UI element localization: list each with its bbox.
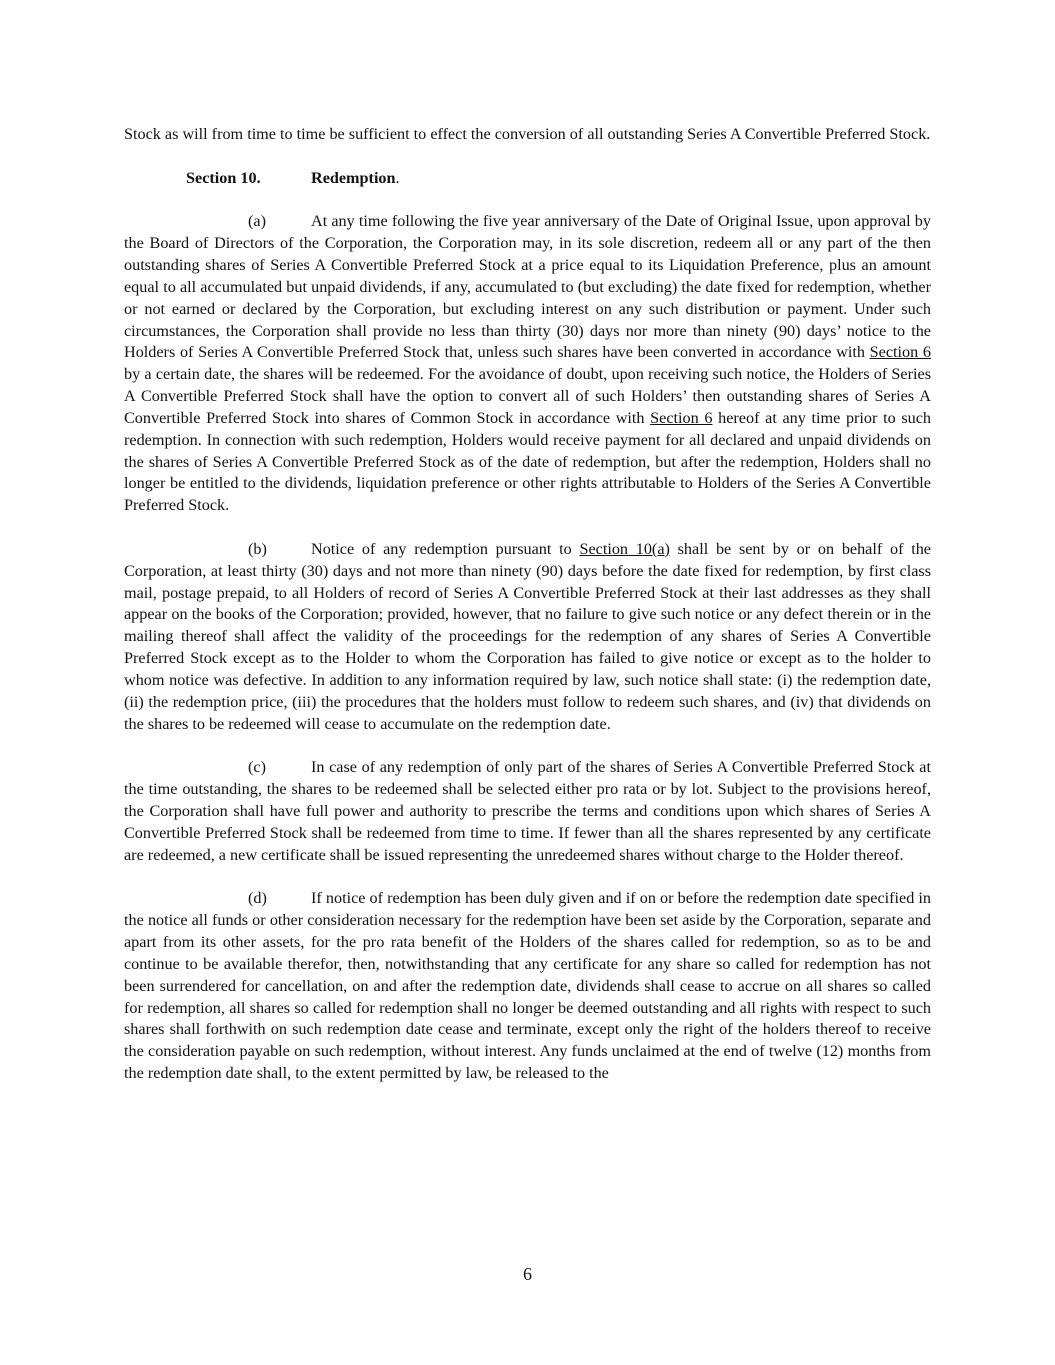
document-page xyxy=(124,124,931,1085)
paragraph-a-text-2: by a certain date, the shares will be redeemed. For the avoidance of doubt, upon receiving such notice, the Holders of Series A Convertible Preferred Stock shall have the option to convert all of such Holders’ then outstanding shares of Series A Convertible Preferred Stock into shares of Common Stock in accordance with xyxy=(124,365,931,427)
paragraph-b xyxy=(124,539,931,736)
paragraph-d-text-1: If notice of redemption has been duly given and if on or before the redemption date specified in the notice all funds or other consideration necessary for the redemption have been set aside by the Corporation, separate and apart from its other assets, for the pro rata benefit of the Holders of the shares called for redemption, so as to be and continue to be available therefor, then, notwithstanding that any certificate for any share so called for redemption has not been surrendered for cancellation, on and after the redemption date, dividends shall cease to accrue on all shares so called for redemption, all shares so called for redemption shall no longer be deemed outstanding and all rights with respect to such shares shall forthwith on such redemption date cease and terminate, except only the right of the holders thereof to receive the consideration payable on such redemption, without interest. Any funds unclaimed at the end of twelve (12) months from the redemption date shall, to the extent permitted by law, be released to the xyxy=(124,889,931,1083)
paragraph-b-label: (b) xyxy=(248,539,267,558)
paragraph-c-label: (c) xyxy=(248,758,266,777)
section-number: Section 10. xyxy=(186,168,261,187)
paragraph-c xyxy=(124,757,931,866)
paragraph-a-text-1: At any time following the five year anniversary of the Date of Original Issue, upon approval by the Board of Directors of the Corporation, the Corporation may, in its sole discretion, redeem all or any part of the then outstanding shares of Series A Convertible Preferred Stock at a price equal to its Liquidation Preference, plus an amount equal to all accumulated but unpaid dividends, if any, accumulated to (but excluding) the date fixed for redemption, whether or not earned or declared by the Corporation, but excluding interest on any such distribution or payment. Under such circumstances, the Corporation shall provide no less than thirty (30) days nor more than ninety (90) days’ notice to the Holders of Series A Convertible Preferred Stock that, unless such shares have been converted in accordance with xyxy=(124,212,931,362)
paragraph-a-text-3: hereof at any time prior to such redemption. In connection with such redemption, Holders would receive payment for all declared and unpaid dividends on the shares of Series A Convertible Preferred Stock as of the date of redemption, but after the redemption, Holders shall no longer be entitled to the dividends, liquidation preference or other rights attributable to Holders of the Series A Convertible Preferred Stock. xyxy=(124,408,931,515)
paragraph-a-label: (a) xyxy=(248,212,266,231)
paragraph-d xyxy=(124,888,931,1085)
section-6-reference-link[interactable]: Section 6 xyxy=(869,343,931,362)
section-6-reference-link-2[interactable]: Section 6 xyxy=(650,408,713,427)
paragraph-d-label: (d) xyxy=(248,889,267,908)
paragraph-b-text-1: Notice of any redemption pursuant to xyxy=(311,539,580,558)
section-title-punct: . xyxy=(395,168,400,187)
paragraph-a xyxy=(124,211,931,517)
page-number: 6 xyxy=(523,1264,532,1284)
section-title: Redemption xyxy=(311,168,396,187)
continuation-paragraph: Stock as will from time to time be sufficient to effect the conversion of all outstanding Series A Convertible Preferred Stock. xyxy=(124,125,931,143)
paragraph-b-text-2: shall be sent by or on behalf of the Corporation, at least thirty (30) days and not more than ninety (90) days before the date fixed for redemption, by first class mail, postage prepaid, to all Holders of record of Series A Convertible Preferred Stock at their last addresses as they shall appear on the books of the Corporation; provided, however, that no failure to give such notice or any defect therein or in the mailing thereof shall affect the validity of the proceedings for the redemption of any shares of Series A Convertible Preferred Stock except as to the Holder to whom the Corporation has failed to give notice or except as to the holder to whom notice was defective. In addition to any information required by law, such notice shall state: (i) the redemption date, (ii) the redemption price, (iii) the procedures that the holders must follow to redeem such shares, and (iv) that dividends on the shares to be redeemed will cease to accumulate on the redemption date. xyxy=(124,539,931,733)
section-10a-reference-link[interactable]: Section 10(a) xyxy=(579,539,670,558)
section-heading xyxy=(124,168,931,190)
paragraph-c-text-1: In case of any redemption of only part of the shares of Series A Convertible Preferred Stock at the time outstanding, the shares to be redeemed shall be selected either pro rata or by lot. Subject to the provisions hereof, the Corporation shall have full power and authority to prescribe the terms and conditions upon which shares of Series A Convertible Preferred Stock shall be redeemed from time to time. If fewer than all the shares represented by any certificate are redeemed, a new certificate shall be issued representing the unredeemed shares without charge to the Holder thereof. xyxy=(124,758,931,864)
